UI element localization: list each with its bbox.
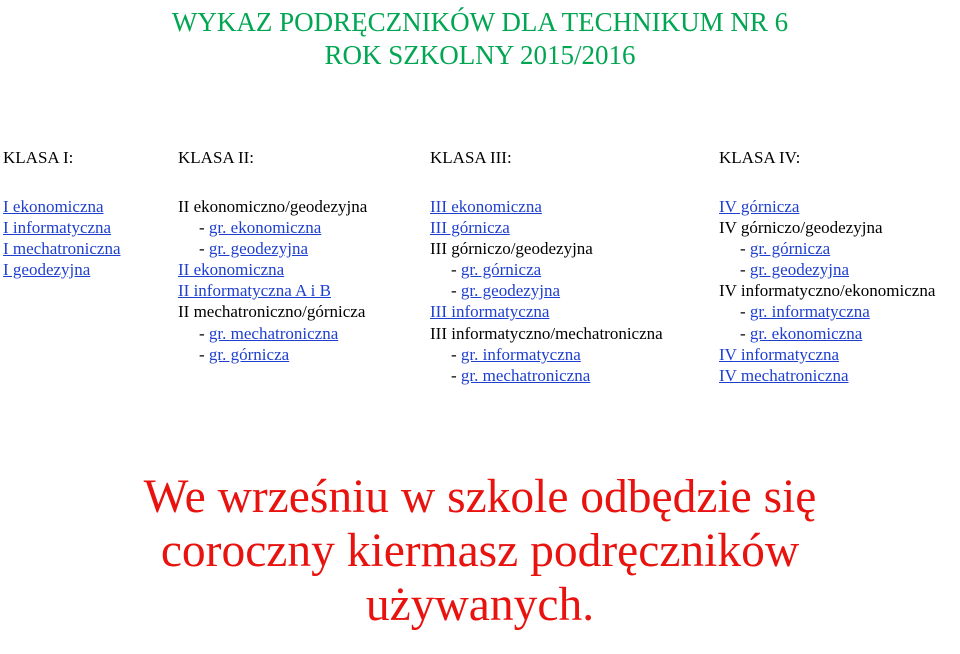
school-year-subtitle: ROK SZKOLNY 2015/2016 — [324, 40, 636, 70]
class-label: IV górniczo/geodezyjna — [719, 218, 883, 238]
group-link-row[interactable] — [430, 344, 663, 365]
group-link[interactable]: gr. informatyczna — [460, 344, 581, 364]
dash-prefix: - — [199, 323, 209, 343]
class-2-heading: KLASA II: — [178, 148, 255, 167]
dash-prefix: - — [740, 239, 750, 259]
book-fair-notice — [0, 470, 960, 632]
class-2-column — [178, 147, 367, 365]
dash-prefix: - — [740, 302, 750, 322]
class-link[interactable]: I mechatroniczna — [3, 239, 121, 259]
class-3-column — [430, 147, 663, 386]
group-link-row[interactable] — [178, 323, 367, 344]
dash-prefix: - — [451, 344, 461, 364]
dash-prefix: - — [740, 323, 750, 343]
group-link-row[interactable] — [430, 280, 663, 301]
group-link[interactable]: gr. ekonomiczna — [208, 218, 322, 238]
group-link[interactable]: gr. górnicza — [749, 239, 831, 259]
dash-prefix: - — [451, 260, 461, 280]
class-link[interactable]: IV mechatroniczna — [719, 365, 849, 385]
class-1-column — [3, 147, 121, 280]
group-link[interactable]: gr. mechatroniczna — [460, 365, 591, 385]
class-link[interactable]: II ekonomiczna — [178, 260, 285, 280]
class-link[interactable]: III ekonomiczna — [430, 197, 542, 216]
group-link-row[interactable] — [430, 259, 663, 280]
group-link-row[interactable] — [178, 238, 367, 259]
group-link-row[interactable] — [178, 344, 367, 365]
group-link-row[interactable] — [719, 301, 935, 322]
group-link[interactable]: gr. informatyczna — [749, 302, 870, 322]
notice-line-1: We wrześniu w szkole odbędzie się — [143, 471, 817, 523]
class-label: II mechatroniczno/górnicza — [178, 302, 366, 322]
dash-prefix: - — [451, 281, 461, 301]
group-link[interactable]: gr. ekonomiczna — [749, 323, 863, 343]
group-link-row[interactable] — [430, 365, 663, 386]
notice-line-2: coroczny kiermasz podręczników — [160, 525, 800, 577]
notice-line-3: używanych. — [365, 579, 595, 631]
page-title: WYKAZ PODRĘCZNIKÓW DLA TECHNIKUM NR 6 — [171, 7, 789, 37]
group-link[interactable]: gr. geodezyjna — [208, 239, 309, 259]
group-link[interactable]: gr. geodezyjna — [460, 281, 561, 301]
class-link[interactable]: III górnicza — [430, 218, 510, 238]
class-label: III górniczo/geodezyjna — [430, 239, 593, 259]
group-link[interactable]: gr. mechatroniczna — [208, 323, 339, 343]
class-link[interactable]: II informatyczna A i B — [178, 281, 331, 301]
class-link[interactable]: III informatyczna — [430, 302, 550, 322]
class-link[interactable]: I informatyczna — [3, 218, 112, 238]
dash-prefix: - — [740, 260, 750, 280]
class-3-heading: KLASA III: — [430, 148, 512, 167]
group-link-row[interactable] — [178, 217, 367, 238]
group-link[interactable]: gr. górnicza — [460, 260, 542, 280]
group-link[interactable]: gr. górnicza — [208, 344, 290, 364]
dash-prefix: - — [199, 239, 209, 259]
class-4-column — [719, 147, 935, 386]
dash-prefix: - — [451, 365, 461, 385]
group-link-row[interactable] — [719, 259, 935, 280]
class-label: III informatyczno/mechatroniczna — [430, 323, 663, 343]
class-label: IV informatyczno/ekonomiczna — [719, 281, 936, 301]
class-1-heading: KLASA I: — [3, 148, 74, 167]
class-link[interactable]: IV informatyczna — [719, 344, 840, 364]
dash-prefix: - — [199, 218, 209, 238]
class-link[interactable]: I ekonomiczna — [3, 197, 104, 216]
class-label: II ekonomiczno/geodezyjna — [178, 197, 368, 216]
group-link[interactable]: gr. geodezyjna — [749, 260, 850, 280]
class-link[interactable]: IV górnicza — [719, 197, 800, 216]
group-link-row[interactable] — [719, 323, 935, 344]
group-link-row[interactable] — [719, 238, 935, 259]
class-link[interactable]: I geodezyjna — [3, 260, 91, 280]
dash-prefix: - — [199, 344, 209, 364]
class-4-heading: KLASA IV: — [719, 148, 801, 167]
